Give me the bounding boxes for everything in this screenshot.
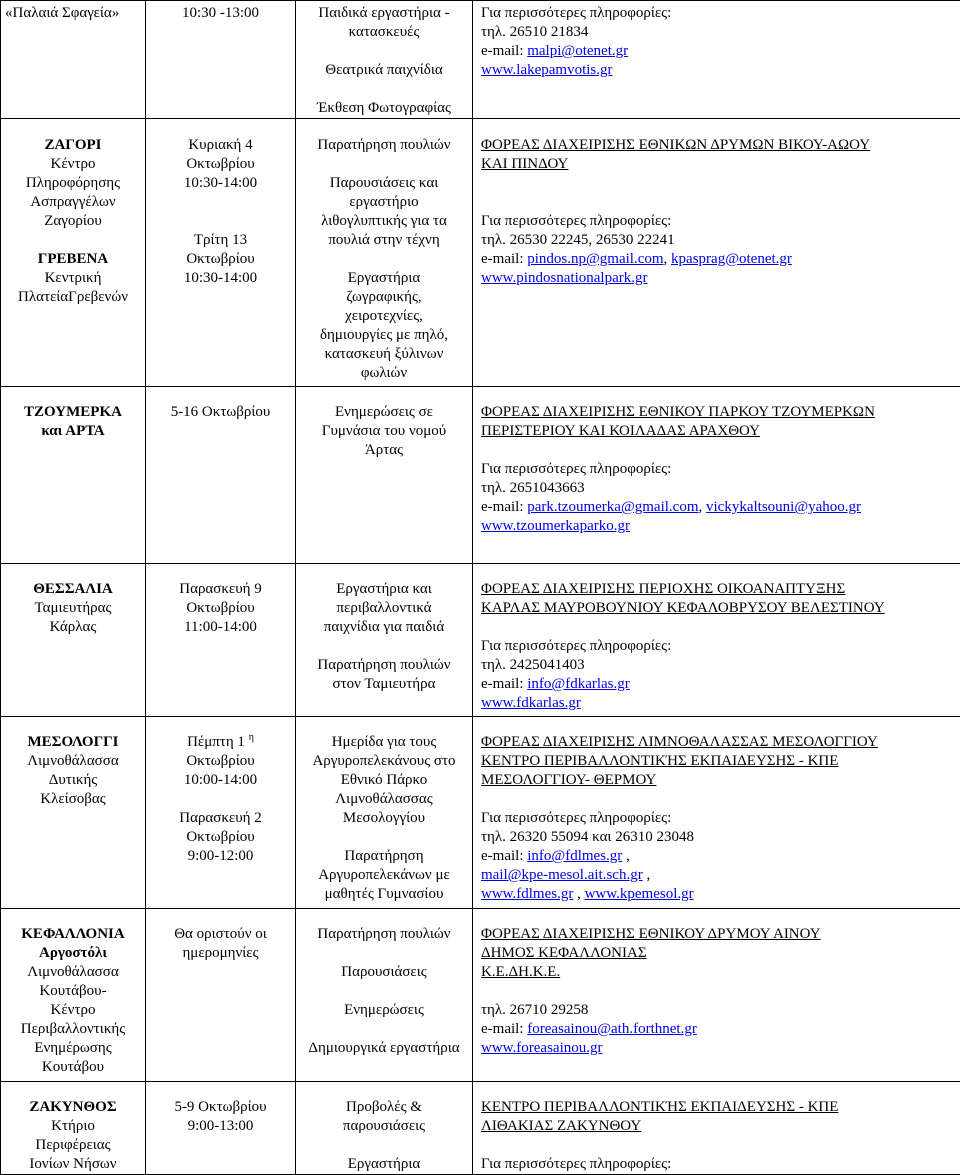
email-line: e-mail: park.tzoumerka@gmail.com, vickykaltsouni@yahoo.gr <box>481 498 956 517</box>
website-link[interactable]: www.kpemesol.gr <box>585 886 694 902</box>
activity-line: παρουσιάσεις <box>300 1117 468 1136</box>
phone: τηλ. 26530 22245, 26530 22241 <box>481 231 956 250</box>
table-row <box>1 564 960 717</box>
email-label: e-mail: <box>481 43 527 59</box>
activities-cell <box>296 717 473 909</box>
activity-line: κατασκευές <box>300 23 468 42</box>
info-label: Για περισσότερες πληροφορίες: <box>481 460 956 479</box>
spacer <box>300 637 468 656</box>
spacer <box>481 193 956 212</box>
activity-line: παιχνίδια για παιδιά <box>300 618 468 637</box>
activities-cell <box>296 1082 473 1175</box>
activity-line: λιθογλυπτικής για τα <box>300 212 468 231</box>
organization-name: ΚΕΝΤΡΟ ΠΕΡΙΒΑΛΛΟΝΤΙΚΉΣ ΕΚΠΑΙΔΕΥΣΗΣ - ΚΠΕ <box>481 752 956 771</box>
phone: τηλ. 2425041403 <box>481 656 956 675</box>
info-label: Για περισσότερες πληροφορίες: <box>481 1155 956 1174</box>
spacer <box>300 944 468 963</box>
website-link[interactable]: www.fdlmes.gr <box>481 886 573 902</box>
website-link[interactable]: www.pindosnationalpark.gr <box>481 269 956 288</box>
date-cell <box>146 1 296 119</box>
activity-line: Θεατρικά παιχνίδια <box>300 61 468 80</box>
location-line: Κέντρο <box>5 155 141 174</box>
phone: τηλ. 26710 29258 <box>481 1001 956 1020</box>
spacer <box>150 193 291 212</box>
time-line: 9:00-12:00 <box>150 847 291 866</box>
activity-line: Παιδικά εργαστήρια - <box>300 4 468 23</box>
activity-line: Παρουσιάσεις <box>300 963 468 982</box>
date-line: Παρασκευή 9 <box>150 580 291 599</box>
info-label: Για περισσότερες πληροφορίες: <box>481 212 956 231</box>
location-line: Κεντρική <box>5 269 141 288</box>
spacer <box>150 790 291 809</box>
website-line: www.fdlmes.gr , www.kpemesol.gr <box>481 885 956 904</box>
table-row <box>1 1082 960 1175</box>
date-line: Οκτωβρίου <box>150 155 291 174</box>
activity-line: Προβολές & <box>300 1098 468 1117</box>
activities-cell <box>296 564 473 717</box>
website-link[interactable]: www.fdkarlas.gr <box>481 694 956 713</box>
location-title: ΘΕΣΣΑΛΙΑ <box>5 580 141 599</box>
organization-name: ΦΟΡΕΑΣ ΔΙΑΧΕΙΡΙΣΗΣ ΕΘΝΙΚΩΝ ΔΡΥΜΩΝ ΒΙΚΟΥ-ΑΩΟΥ <box>481 136 956 155</box>
activities-cell <box>296 119 473 387</box>
time-line: 11:00-14:00 <box>150 618 291 637</box>
email-label: e-mail: <box>481 499 527 515</box>
activity-line: κατασκευή ξύλινων <box>300 345 468 364</box>
table-row <box>1 387 960 564</box>
contact-cell <box>473 387 960 564</box>
activity-line: Λιμνοθάλασσας <box>300 790 468 809</box>
website-link[interactable]: www.lakepamvotis.gr <box>481 61 956 80</box>
location-cell <box>1 1 146 119</box>
email-link[interactable]: malpi@otenet.gr <box>527 43 628 59</box>
time-line: 9:00-13:00 <box>150 1117 291 1136</box>
activity-line: Μεσολογγίου <box>300 809 468 828</box>
contact-cell <box>473 1082 960 1175</box>
email-link[interactable]: vickykaltsouni@yahoo.gr <box>706 499 861 515</box>
spacer <box>300 42 468 61</box>
spacer <box>300 250 468 269</box>
organization-name: Κ.Ε.ΔΗ.Κ.Ε. <box>481 963 956 982</box>
spacer <box>481 982 956 1001</box>
activities-cell <box>296 387 473 564</box>
spacer <box>300 828 468 847</box>
date-line: ημερομηνίες <box>150 944 291 963</box>
organization-name: ΚΑΡΛΑΣ ΜΑΥΡΟΒΟΥΝΙΟΥ ΚΕΦΑΛΟΒΡΥΣΟΥ ΒΕΛΕΣΤΙΝΟΥ <box>481 599 956 618</box>
activity-line: φωλιών <box>300 364 468 383</box>
organization-name: ΚΕΝΤΡΟ ΠΕΡΙΒΑΛΛΟΝΤΙΚΉΣ ΕΚΠΑΙΔΕΥΣΗΣ - ΚΠΕ <box>481 1098 956 1117</box>
date-cell <box>146 717 296 909</box>
location-line: Ταμιευτήρας <box>5 599 141 618</box>
info-label: Για περισσότερες πληροφορίες: <box>481 809 956 828</box>
date-cell <box>146 564 296 717</box>
table-row <box>1 909 960 1082</box>
activity-line: ζωγραφικής, <box>300 288 468 307</box>
email-line: mail@kpe-mesol.ait.sch.gr , <box>481 866 956 885</box>
activity-line: Δημιουργικά εργαστήρια <box>300 1039 468 1058</box>
spacer <box>481 174 956 193</box>
spacer <box>300 982 468 1001</box>
activity-line: Εργαστήρια και <box>300 580 468 599</box>
email-link[interactable]: foreasainou@ath.forthnet.gr <box>527 1021 697 1037</box>
activity-line: Εθνικό Πάρκο <box>300 771 468 790</box>
date-cell <box>146 909 296 1082</box>
location-title: ΚΕΦΑΛΛΟΝΙΑ <box>5 925 141 944</box>
activity-line: Ενημερώσεις σε <box>300 403 468 422</box>
activity-line: Ενημερώσεις <box>300 1001 468 1020</box>
location-title: ΓΡΕΒΕΝΑ <box>5 250 141 269</box>
activities-cell <box>296 1 473 119</box>
spacer <box>300 155 468 174</box>
date-cell <box>146 1082 296 1175</box>
activities-cell <box>296 909 473 1082</box>
email-link[interactable]: info@fdkarlas.gr <box>527 676 630 692</box>
date-line: Τρίτη 13 <box>150 231 291 250</box>
activity-line: στον Ταμιευτήρα <box>300 675 468 694</box>
activity-line: Εργαστήρια <box>300 269 468 288</box>
spacer <box>481 441 956 460</box>
contact-cell <box>473 909 960 1082</box>
email-link[interactable]: park.tzoumerka@gmail.com <box>527 499 698 515</box>
date-ordinal: η <box>249 732 254 743</box>
organization-name: ΦΟΡΕΑΣ ΔΙΑΧΕΙΡΙΣΗΣ ΠΕΡΙΟΧΗΣ ΟΙΚΟΑΝΑΠΤΥΞΗΣ <box>481 580 956 599</box>
activity-line: Παρατήρηση πουλιών <box>300 656 468 675</box>
organization-name: ΦΟΡΕΑΣ ΔΙΑΧΕΙΡΙΣΗΣ ΛΙΜΝΟΘΑΛΑΣΣΑΣ ΜΕΣΟΛΟΓΓΙΟΥ <box>481 733 956 752</box>
location-line: Περιβαλλοντικής <box>5 1020 141 1039</box>
email-link[interactable]: info@fdlmes.gr <box>527 848 622 864</box>
email-link[interactable]: kpasprag@otenet.gr <box>671 251 792 267</box>
table-row <box>1 717 960 909</box>
location-cell <box>1 387 146 564</box>
contact-cell <box>473 717 960 909</box>
date-line: Οκτωβρίου <box>150 599 291 618</box>
organization-name: ΛΙΘΑΚΙΑΣ ΖΑΚΥΝΘΟΥ <box>481 1117 956 1136</box>
date-line: Κυριακή 4 <box>150 136 291 155</box>
activity-line: περιβαλλοντικά <box>300 599 468 618</box>
location-line: Λιμνοθάλασσα <box>5 963 141 982</box>
location-line: Λιμνοθάλασσα <box>5 752 141 771</box>
date-line: 5-9 Οκτωβρίου <box>150 1098 291 1117</box>
activity-line: Παρατήρηση πουλιών <box>300 925 468 944</box>
activity-line: Γυμνάσια του νομού <box>300 422 468 441</box>
location-line: Πληροφόρησης <box>5 174 141 193</box>
location-line: Κλείσοβας <box>5 790 141 809</box>
email-line <box>481 1020 956 1039</box>
location-cell <box>1 564 146 717</box>
location-title: ΤΖΟΥΜΕΡΚΑ <box>5 403 141 422</box>
location-line: Κουτάβου- <box>5 982 141 1001</box>
time-line: 10:00-14:00 <box>150 771 291 790</box>
website-link[interactable]: www.foreasainou.gr <box>481 1039 956 1058</box>
location-cell <box>1 909 146 1082</box>
organization-name: ΦΟΡΕΑΣ ΔΙΑΧΕΙΡΙΣΗΣ ΕΘΝΙΚΟΥ ΔΡΥΜΟΥ ΑΙΝΟΥ <box>481 925 956 944</box>
location-line: Ασπραγγέλων <box>5 193 141 212</box>
activity-line: εργαστήριο <box>300 193 468 212</box>
location-line: Ιονίων Νήσων <box>5 1155 141 1174</box>
spacer <box>300 80 468 99</box>
activity-line: Εργαστήρια <box>300 1155 468 1174</box>
date-line: Παρασκευή 2 <box>150 809 291 828</box>
activity-line: Παρατήρηση πουλιών <box>300 136 468 155</box>
contact-cell <box>473 564 960 717</box>
location-cell <box>1 1082 146 1175</box>
spacer <box>5 231 141 250</box>
website-link[interactable]: www.tzoumerkaparko.gr <box>481 517 956 536</box>
activity-line: δημιουργίες με πηλό, <box>300 326 468 345</box>
location-line: Περιφέρειας <box>5 1136 141 1155</box>
location-line: Κάρλας <box>5 618 141 637</box>
phone: τηλ. 26320 55094 και 26310 23048 <box>481 828 956 847</box>
table-row <box>1 119 960 387</box>
activity-line: Ημερίδα για τους <box>300 733 468 752</box>
location-line: Δυτικής <box>5 771 141 790</box>
organization-name: ΦΟΡΕΑΣ ΔΙΑΧΕΙΡΙΣΗΣ ΕΘΝΙΚΟΥ ΠΑΡΚΟΥ ΤΖΟΥΜΕΡΚΩΝ <box>481 403 956 422</box>
activity-line: Αργυροπελεκάνων με <box>300 866 468 885</box>
location-line: ΠλατείαΓρεβενών <box>5 288 141 307</box>
date-line: Οκτωβρίου <box>150 828 291 847</box>
organization-name: ΜΕΣΟΛΟΓΓΙΟΥ- ΘΕΡΜΟΥ <box>481 771 956 790</box>
email-line: e-mail: pindos.np@gmail.com, kpasprag@otenet.gr <box>481 250 956 269</box>
date-line: Οκτωβρίου <box>150 752 291 771</box>
date-cell <box>146 119 296 387</box>
organization-name: ΠΕΡΙΣΤΕΡΙΟΥ ΚΑΙ ΚΟΙΛΑΔΑΣ ΑΡΑΧΘΟΥ <box>481 422 956 441</box>
date-line <box>150 733 291 752</box>
location-title: Αργοστόλι <box>5 944 141 963</box>
email-label: e-mail: <box>481 251 527 267</box>
email-label: e-mail: <box>481 848 527 864</box>
activity-line: χειροτεχνίες, <box>300 307 468 326</box>
date-text: Πέμπτη 1 <box>187 734 245 750</box>
activity-line: πουλιά στην τέχνη <box>300 231 468 250</box>
location-title: και ΑΡΤΑ <box>5 422 141 441</box>
info-label: Για περισσότερες πληροφορίες: <box>481 637 956 656</box>
phone: τηλ. 26510 21834 <box>481 23 956 42</box>
location-name: «Παλαιά Σφαγεία» <box>5 4 141 23</box>
spacer <box>481 790 956 809</box>
activity-line: Παρουσιάσεις και <box>300 174 468 193</box>
info-label: Για περισσότερες πληροφορίες: <box>481 4 956 23</box>
spacer <box>481 1136 956 1155</box>
location-line: Ζαγορίου <box>5 212 141 231</box>
email-line: e-mail: info@fdlmes.gr , <box>481 847 956 866</box>
activity-line: Αργυροπελεκάνους στο <box>300 752 468 771</box>
email-label: e-mail: <box>481 1021 527 1037</box>
activity-line: Παρατήρηση <box>300 847 468 866</box>
location-title: ΖΑΓΟΡΙ <box>5 136 141 155</box>
activity-line: Άρτας <box>300 441 468 460</box>
activity-line: Έκθεση Φωτογραφίας <box>300 99 468 118</box>
contact-cell <box>473 1 960 119</box>
email-link[interactable]: pindos.np@gmail.com <box>527 251 663 267</box>
location-cell <box>1 717 146 909</box>
time-line: 10:30-14:00 <box>150 269 291 288</box>
location-line: Κέντρο <box>5 1001 141 1020</box>
organization-name: ΚΑΙ ΠΙΝΔΟΥ <box>481 155 956 174</box>
date-cell <box>146 387 296 564</box>
location-line: Ενημέρωσης <box>5 1039 141 1058</box>
phone: τηλ. 2651043663 <box>481 479 956 498</box>
email-link[interactable]: mail@kpe-mesol.ait.sch.gr <box>481 867 643 883</box>
table-row <box>1 1 960 119</box>
organization-name: ΔΗΜΟΣ ΚΕΦΑΛΛΟΝΙΑΣ <box>481 944 956 963</box>
date-line: Θα οριστούν οι <box>150 925 291 944</box>
email-line <box>481 42 956 61</box>
time-range: 10:30 -13:00 <box>150 4 291 23</box>
contact-cell <box>473 119 960 387</box>
location-cell <box>1 119 146 387</box>
spacer <box>150 212 291 231</box>
date-line: 5-16 Οκτωβρίου <box>150 403 291 422</box>
location-title: ΖΑΚΥΝΘΟΣ <box>5 1098 141 1117</box>
spacer <box>300 1020 468 1039</box>
time-line: 10:30-14:00 <box>150 174 291 193</box>
spacer <box>481 618 956 637</box>
location-line: Κουτάβου <box>5 1058 141 1077</box>
location-line: Κτήριο <box>5 1117 141 1136</box>
spacer <box>300 1136 468 1155</box>
activity-line: μαθητές Γυμνασίου <box>300 885 468 904</box>
location-title: ΜΕΣΟΛΟΓΓΙ <box>5 733 141 752</box>
date-line: Οκτωβρίου <box>150 250 291 269</box>
email-line <box>481 675 956 694</box>
email-label: e-mail: <box>481 676 527 692</box>
